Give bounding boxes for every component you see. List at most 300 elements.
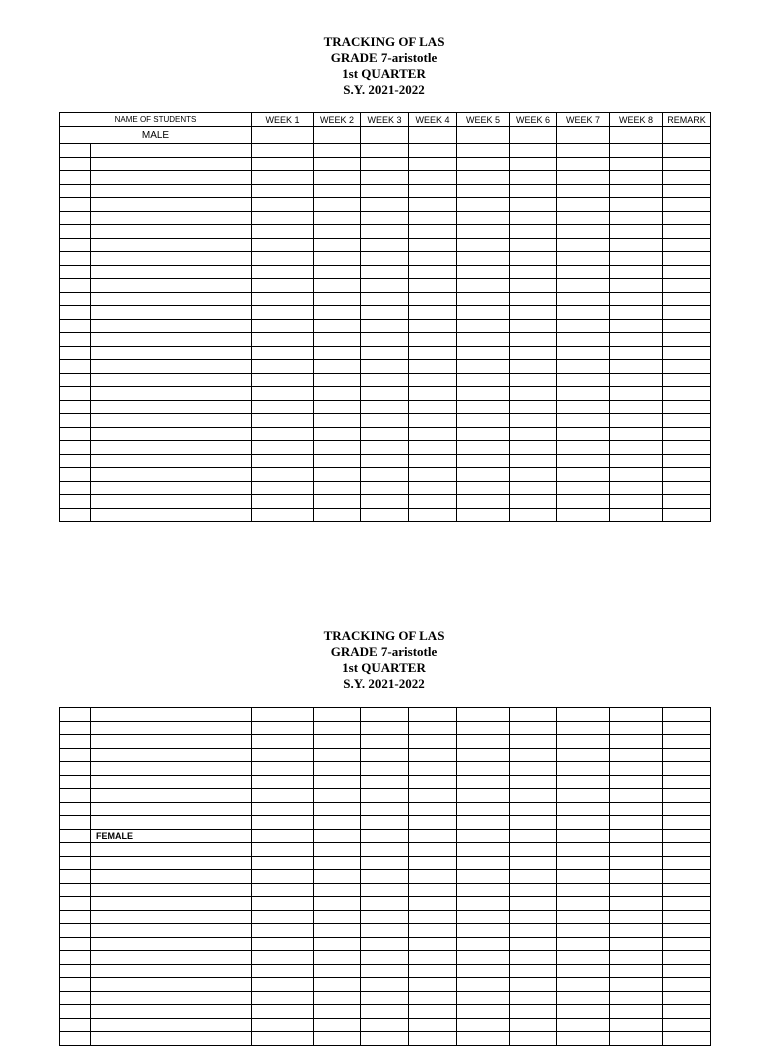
grid-cell[interactable] [361, 373, 409, 387]
grid-cell[interactable] [663, 897, 711, 911]
grid-cell[interactable] [610, 843, 663, 857]
grid-cell[interactable] [457, 735, 510, 749]
grid-cell[interactable] [252, 292, 314, 306]
grid-cell[interactable] [510, 762, 557, 776]
grid-cell[interactable] [557, 319, 610, 333]
grid-cell[interactable] [557, 427, 610, 441]
grid-cell[interactable] [557, 897, 610, 911]
grid-cell[interactable] [361, 924, 409, 938]
grid-cell[interactable] [610, 883, 663, 897]
grid-cell[interactable] [361, 856, 409, 870]
grid-cell[interactable] [361, 346, 409, 360]
grid-cell[interactable] [610, 333, 663, 347]
grid-cell[interactable] [361, 414, 409, 428]
grid-cell[interactable] [663, 198, 711, 212]
grid-cell[interactable] [409, 333, 457, 347]
student-name-cell[interactable] [91, 144, 252, 158]
grid-cell[interactable] [610, 802, 663, 816]
student-name-cell[interactable] [91, 319, 252, 333]
grid-cell[interactable] [557, 991, 610, 1005]
grid-cell[interactable] [457, 346, 510, 360]
grid-cell[interactable] [457, 198, 510, 212]
grid-cell[interactable] [610, 346, 663, 360]
grid-cell[interactable] [557, 184, 610, 198]
grid-cell[interactable] [510, 924, 557, 938]
grid-cell[interactable] [610, 816, 663, 830]
grid-cell[interactable] [557, 292, 610, 306]
grid-cell[interactable] [610, 924, 663, 938]
grid-cell[interactable] [457, 265, 510, 279]
student-name-cell[interactable] [91, 951, 252, 965]
grid-cell[interactable] [409, 279, 457, 293]
grid-cell[interactable] [610, 870, 663, 884]
grid-cell[interactable] [409, 951, 457, 965]
grid-cell[interactable] [252, 910, 314, 924]
grid-cell[interactable] [663, 481, 711, 495]
grid-cell[interactable] [510, 964, 557, 978]
student-name-cell[interactable] [91, 897, 252, 911]
grid-cell[interactable] [361, 721, 409, 735]
grid-cell[interactable] [510, 265, 557, 279]
grid-cell[interactable] [361, 319, 409, 333]
grid-cell[interactable] [510, 238, 557, 252]
row-number-cell[interactable] [60, 279, 91, 293]
grid-cell[interactable] [457, 427, 510, 441]
grid-cell[interactable] [314, 481, 361, 495]
grid-cell[interactable] [663, 748, 711, 762]
grid-cell[interactable] [314, 789, 361, 803]
grid-cell[interactable] [610, 387, 663, 401]
grid-cell[interactable] [409, 937, 457, 951]
grid-cell[interactable] [557, 346, 610, 360]
grid-cell[interactable] [409, 346, 457, 360]
grid-cell[interactable] [252, 924, 314, 938]
grid-cell[interactable] [663, 762, 711, 776]
grid-cell[interactable] [457, 1018, 510, 1032]
row-number-cell[interactable] [60, 856, 91, 870]
grid-cell[interactable] [610, 211, 663, 225]
grid-cell[interactable] [663, 910, 711, 924]
grid-cell[interactable] [252, 856, 314, 870]
grid-cell[interactable] [663, 802, 711, 816]
row-number-cell[interactable] [60, 870, 91, 884]
grid-cell[interactable] [252, 964, 314, 978]
grid-cell[interactable] [409, 184, 457, 198]
grid-cell[interactable] [557, 400, 610, 414]
grid-cell[interactable] [610, 306, 663, 320]
grid-cell[interactable] [457, 387, 510, 401]
grid-cell[interactable] [409, 775, 457, 789]
grid-cell[interactable] [663, 856, 711, 870]
grid-cell[interactable] [510, 157, 557, 171]
grid-cell[interactable] [663, 427, 711, 441]
grid-cell[interactable] [557, 762, 610, 776]
grid-cell[interactable] [409, 157, 457, 171]
grid-cell[interactable] [457, 951, 510, 965]
grid-cell[interactable] [361, 816, 409, 830]
row-number-cell[interactable] [60, 333, 91, 347]
grid-cell[interactable] [663, 400, 711, 414]
grid-cell[interactable] [409, 427, 457, 441]
grid-cell[interactable] [557, 924, 610, 938]
grid-cell[interactable] [252, 1018, 314, 1032]
grid-cell[interactable] [610, 495, 663, 509]
grid-cell[interactable] [409, 454, 457, 468]
grid-cell[interactable] [557, 414, 610, 428]
grid-cell[interactable] [361, 762, 409, 776]
grid-cell[interactable] [510, 910, 557, 924]
student-name-cell[interactable] [91, 789, 252, 803]
grid-cell[interactable] [314, 1005, 361, 1019]
row-number-cell[interactable] [60, 789, 91, 803]
grid-cell[interactable] [557, 157, 610, 171]
grid-cell[interactable] [409, 910, 457, 924]
grid-cell[interactable] [409, 211, 457, 225]
grid-cell[interactable] [252, 1005, 314, 1019]
student-name-cell[interactable] [91, 171, 252, 185]
grid-cell[interactable] [409, 883, 457, 897]
grid-cell[interactable] [409, 789, 457, 803]
grid-cell[interactable] [663, 775, 711, 789]
grid-cell[interactable] [663, 843, 711, 857]
grid-cell[interactable] [510, 441, 557, 455]
grid-cell[interactable] [409, 708, 457, 722]
row-number-cell[interactable] [60, 306, 91, 320]
student-name-cell[interactable] [91, 441, 252, 455]
student-name-cell[interactable] [91, 937, 252, 951]
grid-cell[interactable] [557, 964, 610, 978]
grid-cell[interactable] [457, 789, 510, 803]
grid-cell[interactable] [510, 1032, 557, 1046]
row-number-cell[interactable] [60, 454, 91, 468]
grid-cell[interactable] [610, 360, 663, 374]
grid-cell[interactable] [409, 468, 457, 482]
grid-cell[interactable] [314, 265, 361, 279]
grid-cell[interactable] [361, 225, 409, 239]
grid-cell[interactable] [252, 883, 314, 897]
grid-cell[interactable] [557, 1005, 610, 1019]
grid-cell[interactable] [663, 265, 711, 279]
grid-cell[interactable] [409, 319, 457, 333]
row-number-cell[interactable] [60, 924, 91, 938]
grid-cell[interactable] [361, 978, 409, 992]
grid-cell[interactable] [252, 400, 314, 414]
grid-cell[interactable] [314, 775, 361, 789]
student-name-cell[interactable] [91, 991, 252, 1005]
grid-cell[interactable] [252, 721, 314, 735]
row-number-cell[interactable] [60, 495, 91, 509]
grid-cell[interactable] [457, 144, 510, 158]
row-number-cell[interactable] [60, 171, 91, 185]
row-number-cell[interactable] [60, 775, 91, 789]
student-name-cell[interactable] [91, 306, 252, 320]
grid-cell[interactable] [457, 454, 510, 468]
grid-cell[interactable] [457, 991, 510, 1005]
grid-cell[interactable] [457, 225, 510, 239]
grid-cell[interactable] [361, 495, 409, 509]
grid-cell[interactable] [361, 360, 409, 374]
grid-cell[interactable] [252, 252, 314, 266]
grid-cell[interactable] [457, 238, 510, 252]
student-name-cell[interactable] [91, 856, 252, 870]
grid-cell[interactable] [361, 171, 409, 185]
grid-cell[interactable] [610, 454, 663, 468]
grid-cell[interactable] [361, 1032, 409, 1046]
row-number-cell[interactable] [60, 735, 91, 749]
grid-cell[interactable] [361, 454, 409, 468]
student-name-cell[interactable] [91, 964, 252, 978]
grid-cell[interactable] [510, 843, 557, 857]
grid-cell[interactable] [510, 748, 557, 762]
grid-cell[interactable] [409, 495, 457, 509]
student-name-cell[interactable] [91, 924, 252, 938]
grid-cell[interactable] [314, 951, 361, 965]
grid-cell[interactable] [314, 333, 361, 347]
grid-cell[interactable] [361, 333, 409, 347]
row-number-cell[interactable] [60, 883, 91, 897]
grid-cell[interactable] [510, 789, 557, 803]
grid-cell[interactable] [557, 802, 610, 816]
grid-cell[interactable] [663, 238, 711, 252]
grid-cell[interactable] [409, 856, 457, 870]
grid-cell[interactable] [663, 211, 711, 225]
grid-cell[interactable] [314, 306, 361, 320]
grid-cell[interactable] [557, 978, 610, 992]
grid-cell[interactable] [252, 748, 314, 762]
grid-cell[interactable] [457, 306, 510, 320]
student-name-cell[interactable] [91, 238, 252, 252]
grid-cell[interactable] [510, 816, 557, 830]
grid-cell[interactable] [557, 870, 610, 884]
grid-cell[interactable] [252, 319, 314, 333]
student-name-cell[interactable] [91, 481, 252, 495]
grid-cell[interactable] [510, 508, 557, 522]
grid-cell[interactable] [510, 144, 557, 158]
grid-cell[interactable] [663, 252, 711, 266]
grid-cell[interactable] [252, 816, 314, 830]
grid-cell[interactable] [252, 508, 314, 522]
student-name-cell[interactable] [91, 721, 252, 735]
student-name-cell[interactable] [91, 495, 252, 509]
grid-cell[interactable] [252, 279, 314, 293]
grid-cell[interactable] [557, 856, 610, 870]
grid-cell[interactable] [314, 735, 361, 749]
grid-cell[interactable] [252, 171, 314, 185]
grid-cell[interactable] [361, 708, 409, 722]
grid-cell[interactable] [610, 910, 663, 924]
grid-cell[interactable] [663, 870, 711, 884]
grid-cell[interactable] [663, 924, 711, 938]
grid-cell[interactable] [557, 441, 610, 455]
grid-cell[interactable] [457, 441, 510, 455]
grid-cell[interactable] [314, 721, 361, 735]
grid-cell[interactable] [314, 360, 361, 374]
grid-cell[interactable] [361, 211, 409, 225]
row-number-cell[interactable] [60, 184, 91, 198]
grid-cell[interactable] [610, 897, 663, 911]
grid-cell[interactable] [409, 843, 457, 857]
grid-cell[interactable] [409, 721, 457, 735]
grid-cell[interactable] [361, 306, 409, 320]
grid-cell[interactable] [510, 721, 557, 735]
row-number-cell[interactable] [60, 937, 91, 951]
grid-cell[interactable] [314, 400, 361, 414]
grid-cell[interactable] [510, 211, 557, 225]
grid-cell[interactable] [409, 414, 457, 428]
grid-cell[interactable] [252, 198, 314, 212]
grid-cell[interactable] [557, 333, 610, 347]
grid-cell[interactable] [314, 198, 361, 212]
grid-cell[interactable] [252, 441, 314, 455]
student-name-cell[interactable] [91, 1032, 252, 1046]
grid-cell[interactable] [557, 508, 610, 522]
grid-cell[interactable] [510, 883, 557, 897]
grid-cell[interactable] [663, 964, 711, 978]
grid-cell[interactable] [252, 265, 314, 279]
grid-cell[interactable] [457, 414, 510, 428]
row-number-cell[interactable] [60, 802, 91, 816]
grid-cell[interactable] [457, 843, 510, 857]
grid-cell[interactable] [361, 252, 409, 266]
row-number-cell[interactable] [60, 1032, 91, 1046]
grid-cell[interactable] [409, 441, 457, 455]
grid-cell[interactable] [409, 762, 457, 776]
row-number-cell[interactable] [60, 708, 91, 722]
grid-cell[interactable] [361, 292, 409, 306]
student-name-cell[interactable] [91, 279, 252, 293]
grid-cell[interactable] [252, 978, 314, 992]
grid-cell[interactable] [557, 265, 610, 279]
grid-cell[interactable] [457, 373, 510, 387]
grid-cell[interactable] [610, 991, 663, 1005]
grid-cell[interactable] [510, 495, 557, 509]
grid-cell[interactable] [409, 292, 457, 306]
grid-cell[interactable] [510, 279, 557, 293]
row-number-cell[interactable] [60, 951, 91, 965]
grid-cell[interactable] [510, 414, 557, 428]
grid-cell[interactable] [457, 292, 510, 306]
grid-cell[interactable] [557, 721, 610, 735]
grid-cell[interactable] [510, 735, 557, 749]
grid-cell[interactable] [409, 897, 457, 911]
row-number-cell[interactable] [60, 508, 91, 522]
grid-cell[interactable] [252, 333, 314, 347]
grid-cell[interactable] [457, 481, 510, 495]
grid-cell[interactable] [557, 360, 610, 374]
grid-cell[interactable] [663, 1032, 711, 1046]
grid-cell[interactable] [610, 184, 663, 198]
grid-cell[interactable] [610, 856, 663, 870]
row-number-cell[interactable] [60, 265, 91, 279]
grid-cell[interactable] [510, 1018, 557, 1032]
grid-cell[interactable] [557, 910, 610, 924]
grid-cell[interactable] [314, 414, 361, 428]
grid-cell[interactable] [557, 454, 610, 468]
grid-cell[interactable] [361, 238, 409, 252]
grid-cell[interactable] [610, 481, 663, 495]
grid-cell[interactable] [610, 978, 663, 992]
row-number-cell[interactable] [60, 843, 91, 857]
grid-cell[interactable] [663, 721, 711, 735]
grid-cell[interactable] [510, 427, 557, 441]
grid-cell[interactable] [409, 481, 457, 495]
grid-cell[interactable] [314, 897, 361, 911]
grid-cell[interactable] [457, 978, 510, 992]
grid-cell[interactable] [457, 924, 510, 938]
grid-cell[interactable] [510, 252, 557, 266]
grid-cell[interactable] [610, 721, 663, 735]
grid-cell[interactable] [252, 951, 314, 965]
grid-cell[interactable] [409, 387, 457, 401]
grid-cell[interactable] [610, 708, 663, 722]
grid-cell[interactable] [252, 427, 314, 441]
grid-cell[interactable] [314, 991, 361, 1005]
grid-cell[interactable] [457, 748, 510, 762]
grid-cell[interactable] [610, 265, 663, 279]
grid-cell[interactable] [314, 441, 361, 455]
grid-cell[interactable] [252, 414, 314, 428]
grid-cell[interactable] [361, 991, 409, 1005]
grid-cell[interactable] [314, 279, 361, 293]
student-name-cell[interactable] [91, 414, 252, 428]
grid-cell[interactable] [314, 816, 361, 830]
row-number-cell[interactable] [60, 211, 91, 225]
grid-cell[interactable] [457, 802, 510, 816]
grid-cell[interactable] [252, 1032, 314, 1046]
grid-cell[interactable] [314, 427, 361, 441]
grid-cell[interactable] [457, 1032, 510, 1046]
grid-cell[interactable] [510, 333, 557, 347]
grid-cell[interactable] [252, 870, 314, 884]
grid-cell[interactable] [610, 508, 663, 522]
student-name-cell[interactable] [91, 910, 252, 924]
grid-cell[interactable] [409, 252, 457, 266]
grid-cell[interactable] [557, 171, 610, 185]
grid-cell[interactable] [314, 870, 361, 884]
grid-cell[interactable] [510, 387, 557, 401]
grid-cell[interactable] [663, 441, 711, 455]
grid-cell[interactable] [610, 414, 663, 428]
row-number-cell[interactable] [60, 387, 91, 401]
grid-cell[interactable] [610, 252, 663, 266]
grid-cell[interactable] [557, 279, 610, 293]
grid-cell[interactable] [663, 184, 711, 198]
student-name-cell[interactable] [91, 387, 252, 401]
student-name-cell[interactable] [91, 735, 252, 749]
row-number-cell[interactable] [60, 721, 91, 735]
grid-cell[interactable] [557, 238, 610, 252]
grid-cell[interactable] [610, 735, 663, 749]
grid-cell[interactable] [314, 762, 361, 776]
grid-cell[interactable] [557, 144, 610, 158]
grid-cell[interactable] [510, 454, 557, 468]
grid-cell[interactable] [361, 735, 409, 749]
grid-cell[interactable] [252, 762, 314, 776]
grid-cell[interactable] [314, 252, 361, 266]
grid-cell[interactable] [361, 400, 409, 414]
grid-cell[interactable] [663, 1018, 711, 1032]
grid-cell[interactable] [610, 279, 663, 293]
grid-cell[interactable] [361, 843, 409, 857]
student-name-cell[interactable] [91, 1018, 252, 1032]
grid-cell[interactable] [557, 373, 610, 387]
grid-cell[interactable] [610, 319, 663, 333]
row-number-cell[interactable] [60, 910, 91, 924]
grid-cell[interactable] [457, 775, 510, 789]
grid-cell[interactable] [457, 157, 510, 171]
grid-cell[interactable] [457, 211, 510, 225]
grid-cell[interactable] [252, 360, 314, 374]
